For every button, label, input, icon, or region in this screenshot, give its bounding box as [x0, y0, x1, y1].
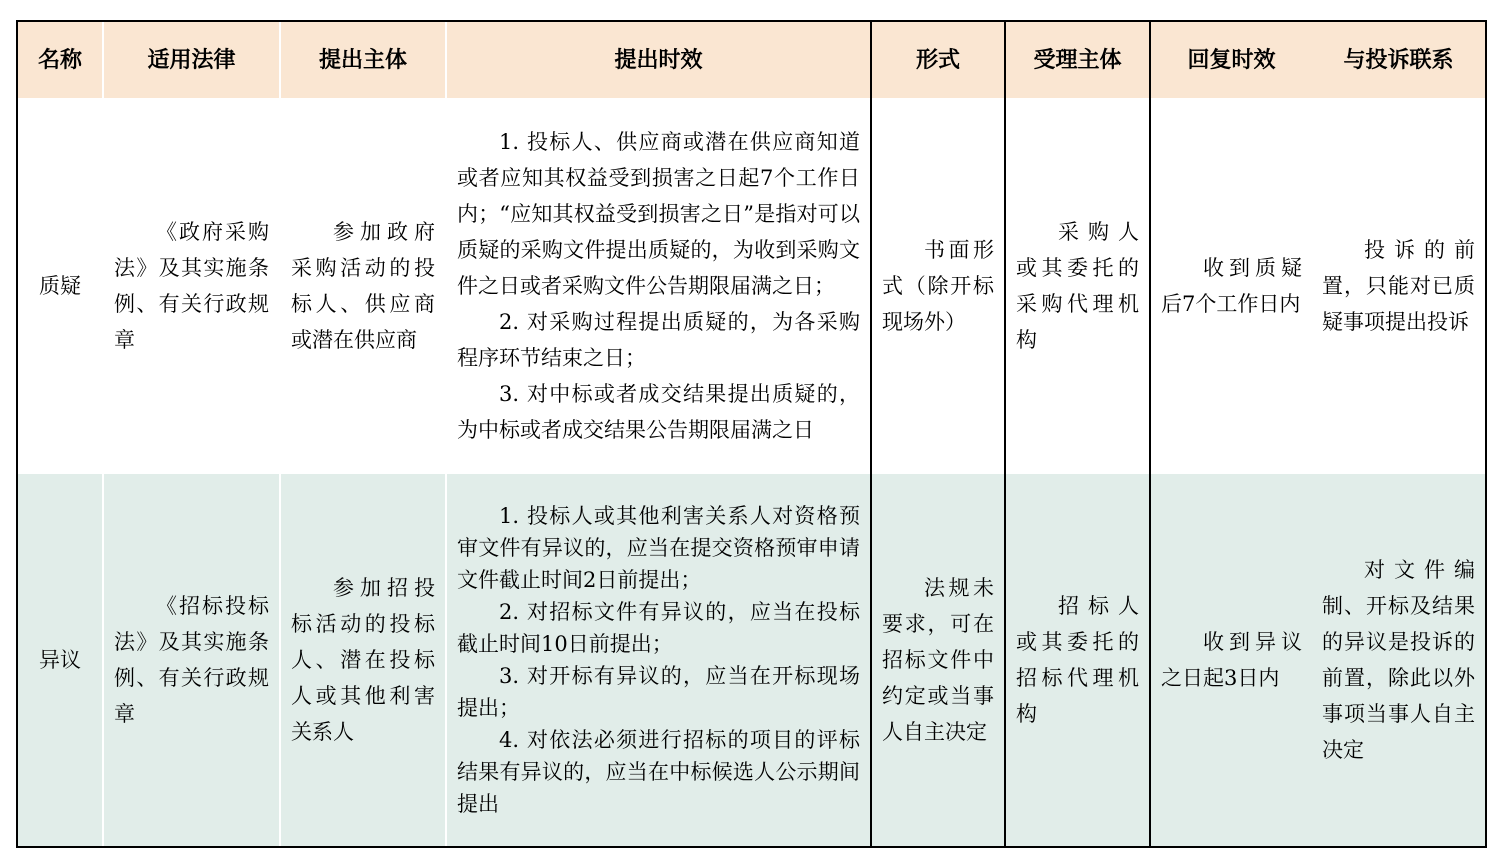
query-law: 《政府采购法》及其实施条例、有关行政规章: [114, 220, 269, 352]
objection-acceptor: 招标人或其委托的招标代理机构: [1016, 594, 1139, 726]
query-complaint: 投诉的前置，只能对已质疑事项提出投诉: [1322, 238, 1475, 334]
query-row-name-cell: [18, 98, 102, 474]
objection-row-name-cell: [18, 474, 102, 846]
query-row-complaint-cell: [1312, 98, 1485, 474]
objection-law: 《招标投标法》及其实施条例、有关行政规章: [114, 594, 269, 726]
header-applicable-law: 适用法律: [102, 22, 279, 98]
header-accepting-subject: 受理主体: [1004, 22, 1149, 98]
query-vs-objection-comparison-table: [16, 20, 1487, 848]
header-reply-time-limit: 回复时效: [1149, 22, 1312, 98]
objection-subject: 参加招投标活动的投标人、潜在投标人或其他利害关系人: [291, 576, 435, 744]
objection-row-timeliness-cell: [445, 474, 870, 846]
objection-row-reply-cell: [1149, 474, 1312, 846]
query-row-timeliness-cell: [445, 98, 870, 474]
query-timeliness-item-3: 3. 对中标或者成交结果提出质疑的，为中标或者成交结果公告期限届满之日: [457, 382, 860, 442]
header-form: 形式: [870, 22, 1004, 98]
objection-row-law-cell: [102, 474, 279, 846]
objection-row-complaint-cell: [1312, 474, 1485, 846]
header-raising-subject: 提出主体: [279, 22, 445, 98]
query-reply: 收到质疑后7个工作日内: [1161, 256, 1302, 316]
query-form: 书面形式（除开标现场外）: [882, 238, 994, 334]
query-row-acceptor-cell: [1004, 98, 1149, 474]
objection-row-subject-cell: [279, 474, 445, 846]
objection-timeliness-item-4: 4. 对依法必须进行招标的项目的评标结果有异议的，应当在中标候选人公示期间提出: [457, 728, 860, 816]
objection-timeliness-item-1: 1. 投标人或其他利害关系人对资格预审文件有异议的，应当在提交资格预审申请文件截止时间2日前提出；: [457, 504, 860, 592]
query-timeliness-item-1: 1. 投标人、供应商或潜在供应商知道或者应知其权益受到损害之日起7个工作日内；“应知其权益受到损害之日”是指对可以质疑的采购文件提出质疑的，为收到采购文件之日或者采购文件公告期限届满之日；: [457, 130, 860, 298]
objection-form: 法规未要求，可在招标文件中约定或当事人自主决定: [882, 576, 994, 744]
objection-row-acceptor-cell: [1004, 474, 1149, 846]
objection-timeliness-item-3: 3. 对开标有异议的，应当在开标现场提出；: [457, 664, 860, 720]
query-name: 质疑: [39, 274, 81, 298]
objection-timeliness-item-2: 2. 对招标文件有异议的，应当在投标截止时间10日前提出；: [457, 600, 860, 656]
header-relation-to-complaint: 与投诉联系: [1312, 22, 1485, 98]
header-name: 名称: [18, 22, 102, 98]
query-subject: 参加政府采购活动的投标人、供应商或潜在供应商: [291, 220, 435, 352]
objection-name: 异议: [39, 648, 81, 672]
objection-row-form-cell: [870, 474, 1004, 846]
objection-complaint: 对文件编制、开标及结果的异议是投诉的前置，除此以外事项当事人自主决定: [1322, 558, 1475, 762]
header-raising-time-limit: 提出时效: [445, 22, 870, 98]
query-row-form-cell: [870, 98, 1004, 474]
query-row-law-cell: [102, 98, 279, 474]
objection-reply: 收到异议之日起3日内: [1161, 630, 1302, 690]
query-timeliness-item-2: 2. 对采购过程提出质疑的，为各采购程序环节结束之日；: [457, 310, 860, 370]
query-row-reply-cell: [1149, 98, 1312, 474]
query-acceptor: 采购人或其委托的采购代理机构: [1016, 220, 1139, 352]
query-row-subject-cell: [279, 98, 445, 474]
